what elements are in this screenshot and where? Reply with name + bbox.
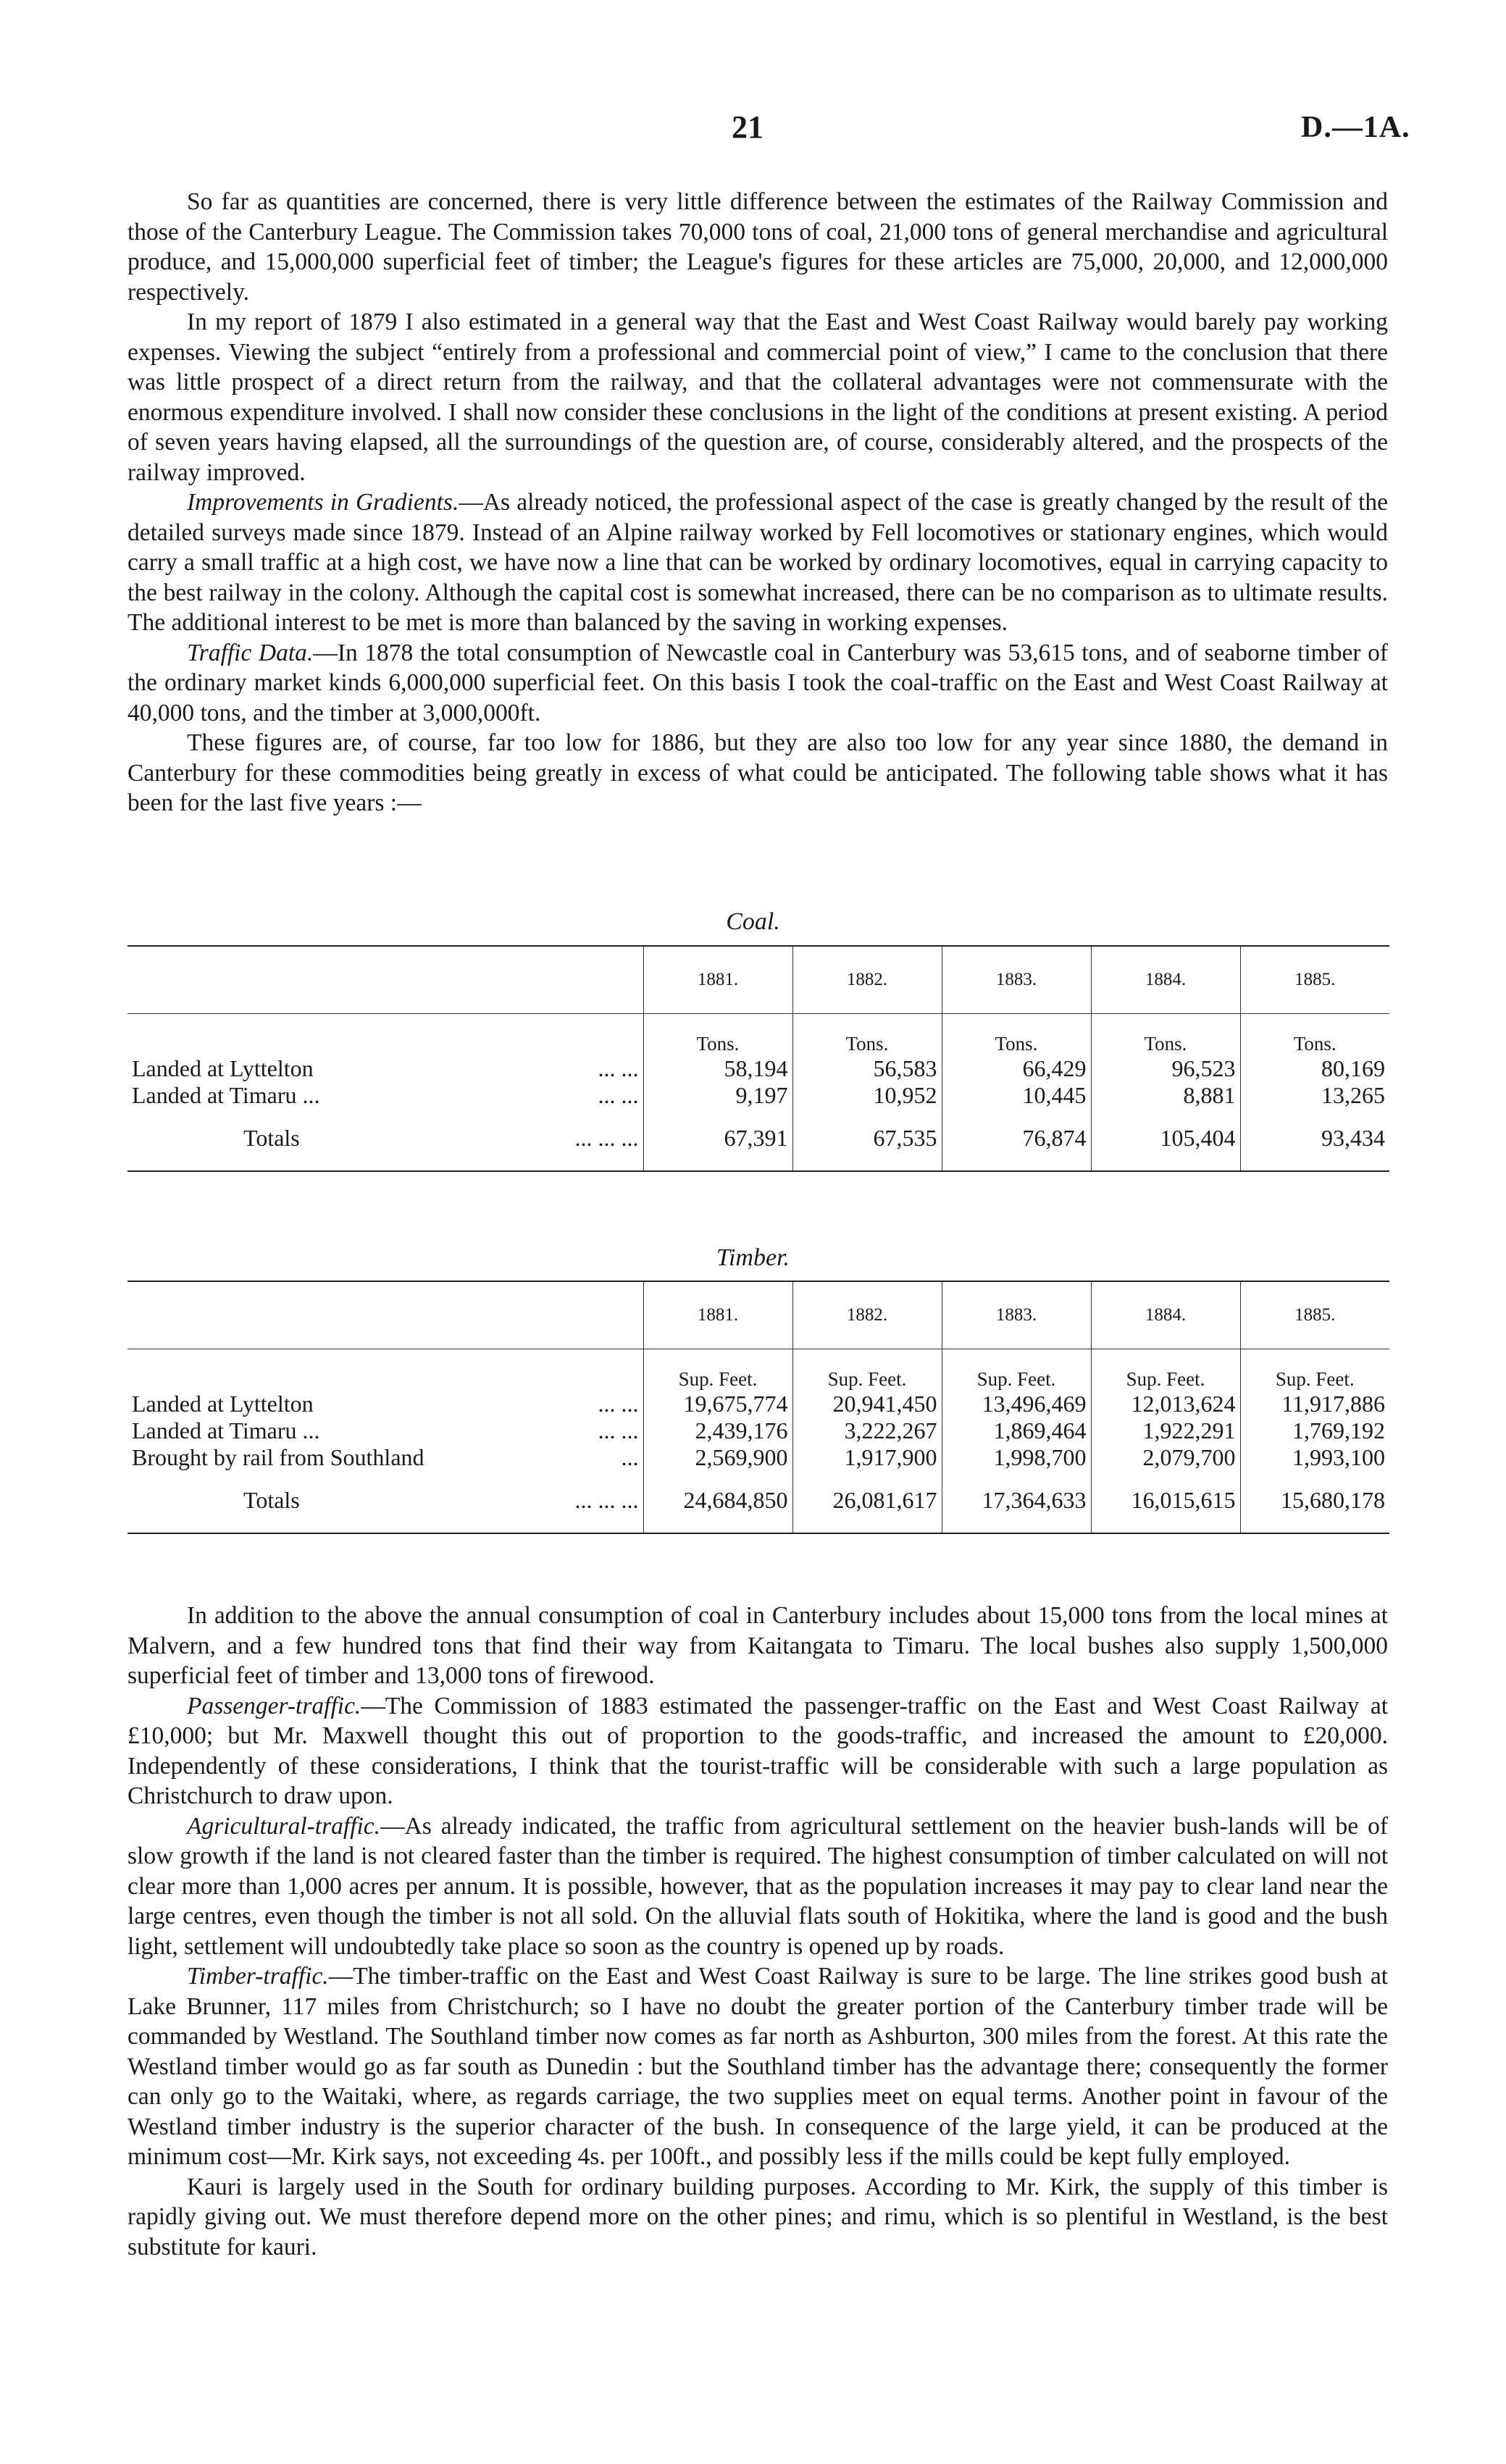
leader-dots: ... ... ... — [574, 1487, 639, 1513]
document-reference: D.—1A. — [1301, 111, 1410, 144]
table-header-row — [127, 1281, 1389, 1349]
unit-label: Sup. Feet. — [1091, 1349, 1240, 1391]
row-label: Landed at Lyttelton — [132, 1391, 314, 1417]
unit-label: Sup. Feet. — [942, 1349, 1091, 1391]
unit-row — [127, 1014, 1389, 1056]
table-header-row — [127, 946, 1389, 1014]
column-year: 1881. — [643, 1281, 792, 1349]
table-cell: 13,496,469 — [942, 1391, 1091, 1417]
table-row — [127, 1391, 1389, 1417]
unit-label: Tons. — [1240, 1014, 1389, 1056]
unit-label: Tons. — [1091, 1014, 1240, 1056]
table-cell: 10,445 — [942, 1082, 1091, 1109]
paragraph: In my report of 1879 I also estimated in a general way that the East and West Coast Railway would barely pay working expenses. Viewing the subject “entirely from a professional and commercial point of view,” I came to the conclusion that there was little prospect of a direct return from the railway, and that the collateral advantages were not commensurate with the enormous expenditure involved. I shall now consider these conclusions in the light of the conditions at present existing. A period of seven years having elapsed, all the surroundings of the question are, of course, considerably altered, and the prospects of the railway improved. — [127, 309, 1388, 486]
table-cell: 1,917,900 — [792, 1444, 942, 1471]
table-cell: 2,569,900 — [643, 1444, 792, 1471]
column-year: 1881. — [643, 946, 792, 1014]
paragraph-heading: Traffic Data. — [187, 639, 314, 666]
row-label: Landed at Timaru ... — [132, 1417, 320, 1443]
leader-dots: ... ... — [598, 1417, 639, 1443]
leader-dots: ... ... — [598, 1082, 639, 1108]
table-cell: 3,222,267 — [792, 1417, 942, 1444]
row-label: Totals — [243, 1487, 300, 1513]
paragraph: Improvements in Gradients.—As already noticed, the professional aspect of the case is greatly changed by the result of the detailed surveys made since 1879. Instead of an Alpine railway worked by Fell locomotives or stationary engines, which would carry a small traffic at a high cost, we have now a line that can be worked by ordinary locomotives, equal in carrying capacity to the best railway in the colony. Although the capital cost is somewhat increased, there can be no comparison as to ultimate results. The additional interest to be met is more than balanced by the saving in working expenses. — [127, 489, 1389, 636]
table-cell: 17,364,633 — [942, 1471, 1091, 1533]
table-cell: 16,015,615 — [1091, 1471, 1240, 1533]
paragraph-heading: Passenger-traffic. — [187, 1692, 361, 1719]
table-cell: 11,917,886 — [1240, 1391, 1389, 1417]
row-label: Landed at Lyttelton — [132, 1055, 314, 1081]
paragraph: Traffic Data.—In 1878 the total consumption of Newcastle coal in Canterbury was 53,615 tons, and of seaborne timber of the ordinary market kinds 6,000,000 superficial feet. On this basis I took the coal-traffic on the East and West Coast Railway at 40,000 tons, and the timber at 3,000,000ft. — [127, 639, 1388, 726]
column-year: 1884. — [1091, 946, 1240, 1014]
table-cell: 24,684,850 — [643, 1471, 792, 1533]
table-cell: 96,523 — [1091, 1055, 1240, 1082]
coal-table-caption: Coal. — [726, 908, 780, 935]
column-year: 1884. — [1091, 1281, 1240, 1349]
paragraph: So far as quantities are concerned, there is very little difference between the estimates of the Railway Commission and those of the Canterbury League. The Commission takes 70,000 tons of coal, 21,000 tons of general merchandise and agricultural produce, and 15,000,000 superficial feet of timber; the League's figures for these articles are 75,000, 20,000, and 12,000,000 respectively. — [127, 188, 1388, 306]
table-cell: 1,998,700 — [942, 1444, 1091, 1471]
column-year: 1885. — [1240, 1281, 1389, 1349]
leader-dots: ... ... ... — [574, 1125, 639, 1151]
leader-dots: ... — [621, 1444, 639, 1470]
paragraph-heading: Improvements in Gradients. — [187, 489, 459, 516]
row-label: Landed at Timaru ... — [132, 1082, 320, 1108]
row-label: Brought by rail from Southland — [132, 1444, 424, 1470]
table-cell: 1,993,100 — [1240, 1444, 1389, 1471]
column-year: 1883. — [942, 946, 1091, 1014]
paragraph: Passenger-traffic.—The Commission of 1883 estimated the passenger-traffic on the East and West Coast Railway at £10,000; but Mr. Maxwell thought this out of proportion to the goods-traffic, and increased the amount to £20,000. Independently of these considerations, I think that the tourist-traffic will be considerable with such a large population as Christchurch to draw upon. — [127, 1692, 1388, 1809]
paragraph: Agricultural-traffic.—As already indicated, the traffic from agricultural settlement on the heavier bush-lands will be of slow growth if the land is not cleared faster than the timber is required. The highest consumption of timber calculated on will not clear more than 1,000 acres per annum. It is possible, however, that as the population increases it may pay to clear land near the large centres, even though the timber is not all sold. On the alluvial flats south of Hokitika, where the land is good and the bush light, settlement will undoubtedly take place so soon as the country is opened up by roads. — [127, 1812, 1388, 1960]
table-row — [127, 1055, 1389, 1082]
table-cell: 2,079,700 — [1091, 1444, 1240, 1471]
table-cell: 10,952 — [792, 1082, 942, 1109]
coal-table — [127, 945, 1389, 1172]
paragraph-heading: Agricultural-traffic. — [187, 1812, 381, 1840]
totals-row — [127, 1471, 1389, 1533]
timber-table — [127, 1281, 1389, 1534]
table-cell: 80,169 — [1240, 1055, 1389, 1082]
unit-label: Tons. — [942, 1014, 1091, 1056]
leader-dots: ... ... — [598, 1055, 639, 1081]
totals-row — [127, 1109, 1389, 1171]
table-cell: 1,869,464 — [942, 1417, 1091, 1444]
table-row — [127, 1082, 1389, 1109]
paragraph: These figures are, of course, far too low for 1886, but they are also too low for any year since 1880, the demand in Canterbury for these commodities being greatly in excess of what could be anticipated. The following table shows what it has been for the last five years :— — [127, 729, 1388, 816]
table-cell: 93,434 — [1240, 1109, 1389, 1171]
unit-label: Tons. — [792, 1014, 942, 1056]
table-cell: 56,583 — [792, 1055, 942, 1082]
table-cell: 8,881 — [1091, 1082, 1240, 1109]
table-cell: 12,013,624 — [1091, 1391, 1240, 1417]
unit-label: Sup. Feet. — [792, 1349, 942, 1391]
table-cell: 1,922,291 — [1091, 1417, 1240, 1444]
column-year: 1882. — [792, 946, 942, 1014]
paragraph: Kauri is largely used in the South for ordinary building purposes. According to Mr. Kirk, the supply of this timber is rapidly giving out. We must therefore depend more on the other pines; and rimu, which is so plentiful in Westland, is the best substitute for kauri. — [127, 2173, 1388, 2260]
table-cell: 9,197 — [643, 1082, 792, 1109]
table-cell: 20,941,450 — [792, 1391, 942, 1417]
table-cell: 105,404 — [1091, 1109, 1240, 1171]
page-number: 21 — [732, 109, 764, 145]
body-text-top — [127, 187, 1388, 818]
table-row — [127, 1444, 1389, 1471]
table-cell: 66,429 — [942, 1055, 1091, 1082]
timber-table-caption: Timber. — [716, 1244, 790, 1271]
table-cell: 1,769,192 — [1240, 1417, 1389, 1444]
table-cell: 26,081,617 — [792, 1471, 942, 1533]
table-cell: 19,675,774 — [643, 1391, 792, 1417]
column-year: 1882. — [792, 1281, 942, 1349]
table-cell: 15,680,178 — [1240, 1471, 1389, 1533]
paragraph: Timber-traffic.—The timber-traffic on the East and West Coast Railway is sure to be large. The line strikes good bush at Lake Brunner, 117 miles from Christchurch; so I have no doubt the greater portion of the Canterbury timber trade will be commanded by Westland. The Southland timber now comes as far north as Ashburton, 300 miles from the forest. At this rate the Westland timber would go as far south as Dunedin : but the Southland timber has the advantage there; consequently the former can only go to the Waitaki, where, as regards carriage, the two supplies meet on equal terms. Another point in favour of the Westland timber industry is the superior character of the bush. In consequence of the large yield, it can be produced at the minimum cost—Mr. Kirk says, not exceeding 4s. per 100ft., and possibly less if the mills could be kept fully employed. — [127, 1963, 1388, 2170]
unit-label: Sup. Feet. — [643, 1349, 792, 1391]
table-cell: 76,874 — [942, 1109, 1091, 1171]
unit-row — [127, 1349, 1389, 1391]
column-year: 1883. — [942, 1281, 1091, 1349]
leader-dots: ... ... — [598, 1391, 639, 1417]
table-cell: 13,265 — [1240, 1082, 1389, 1109]
body-text-bottom — [127, 1601, 1388, 2262]
table-cell: 2,439,176 — [643, 1417, 792, 1444]
table-row — [127, 1417, 1389, 1444]
column-year: 1885. — [1240, 946, 1389, 1014]
table-cell: 67,535 — [792, 1109, 942, 1171]
paragraph-heading: Timber-traffic. — [187, 1963, 329, 1990]
paragraph: In addition to the above the annual consumption of coal in Canterbury includes about 15,000 tons from the local mines at Malvern, and a few hundred tons that find their way from Kaitangata to Timaru. The local bushes also supply 1,500,000 superficial feet of timber and 13,000 tons of firewood. — [127, 1602, 1388, 1689]
unit-label: Sup. Feet. — [1240, 1349, 1389, 1391]
row-label: Totals — [243, 1125, 300, 1151]
table-cell: 67,391 — [643, 1109, 792, 1171]
unit-label: Tons. — [643, 1014, 792, 1056]
table-cell: 58,194 — [643, 1055, 792, 1082]
